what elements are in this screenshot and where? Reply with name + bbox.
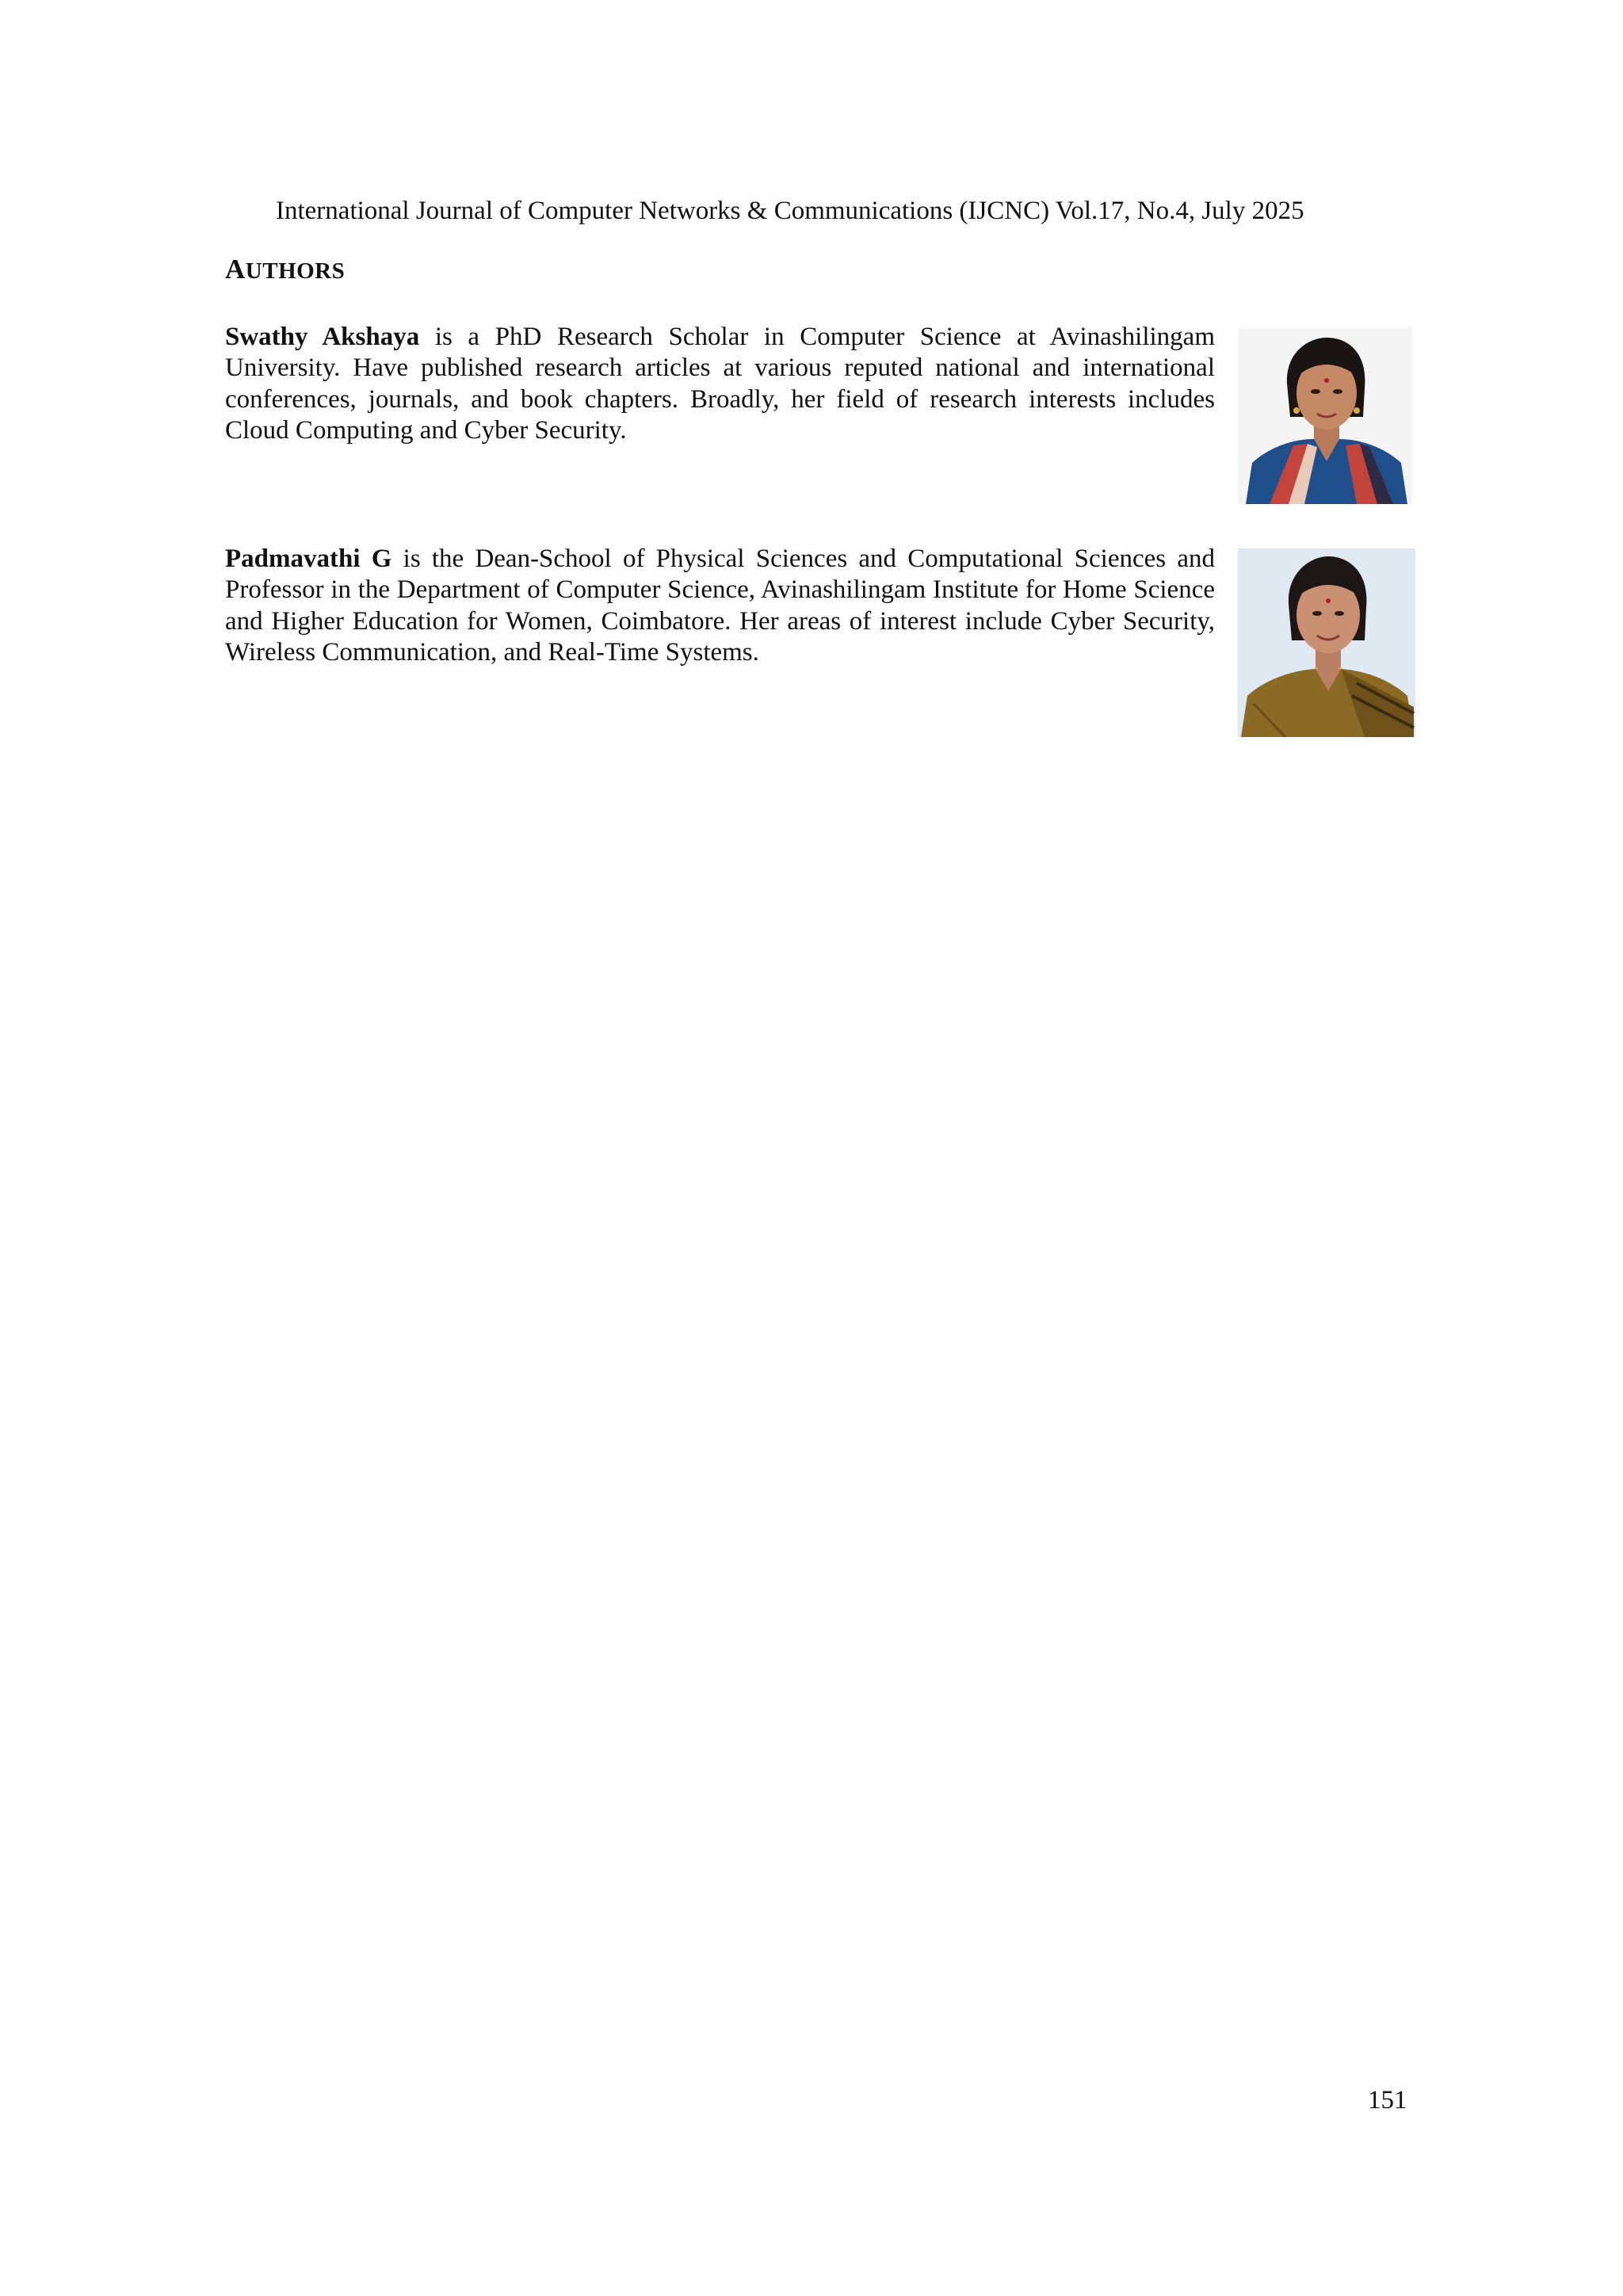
author-photo-2	[1238, 548, 1415, 737]
author-portrait-2-image	[1238, 548, 1415, 737]
author-portrait-1-image	[1238, 328, 1412, 504]
author-bio-text-1: is a PhD Research Scholar in Computer Science at Avinashilingam University. Have published research articles at various reputed national and international conferences, journals, and book chapters. Broadly, her field of research interests includes Cloud Computing and Cyber Security.	[225, 323, 1215, 445]
author-name-2: Padmavathi G	[225, 544, 392, 573]
section-heading-initial: A	[225, 254, 246, 285]
author-name-1: Swathy Akshaya	[225, 323, 420, 351]
author-bio-text-2: is the Dean-School of Physical Sciences and Computational Sciences and Professor in the Department of Computer Science, Avinashilingam Institute for Home Science and Higher Education for Women, Coimbatore. Her areas of interest include Cyber Security, Wireless Communication, and Real-Time Systems.	[225, 544, 1215, 667]
section-heading-rest: UTHORS	[245, 258, 346, 284]
author-bio-1	[225, 322, 1215, 446]
author-photo-1	[1238, 328, 1412, 504]
author-bio-2	[225, 544, 1215, 668]
section-heading-authors	[225, 252, 345, 288]
page-number: 151	[1368, 2086, 1407, 2115]
running-header: International Journal of Computer Networks & Communications (IJCNC) Vol.17, No.4, July 2025	[276, 197, 1304, 225]
